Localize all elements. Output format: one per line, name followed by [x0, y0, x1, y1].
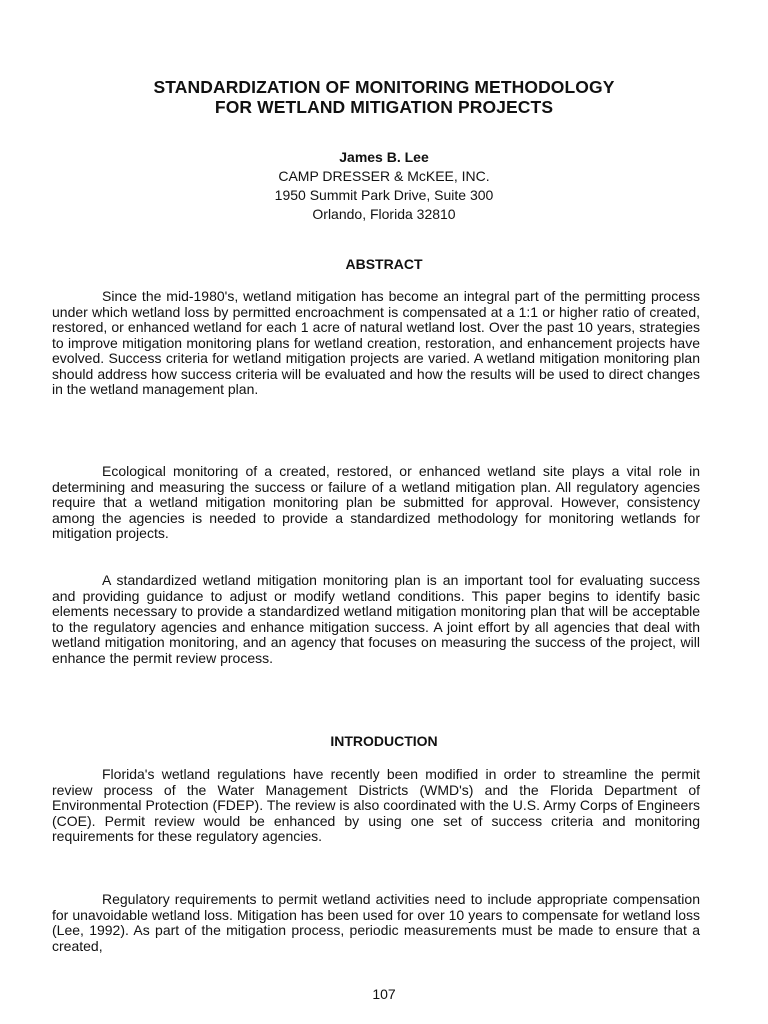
abstract-heading: ABSTRACT	[345, 256, 423, 272]
abstract-paragraph: Since the mid-1980's, wetland mitigation has become an integral part of the permitting process under which wetland loss by permitted encroachment is compensated at a 1:1 or higher ratio of created, restored, or enhanced wetland for each 1 acre of natural wetland lost. Over the past 10 years, strategies to improve mitigation monitoring plans for wetland creation, restoration, and enhancement projects have evolved. Success criteria for wetland mitigation projects are varied. A wetland mitigation monitoring plan should address how success criteria will be evaluated and how the results will be used to direct changes in the wetland management plan.	[52, 288, 700, 397]
abstract-paragraph: A standardized wetland mitigation monitoring plan is an important tool for evaluating success and providing guidance to adjust or modify wetland conditions. This paper begins to identify basic elements necessary to provide a standardized wetland mitigation monitoring plan that will be acceptable to the regulatory agencies and enhance mitigation success. A joint effort by all agencies that deal with wetland mitigation monitoring, and an agency that focuses on measuring the success of the project, will enhance the permit review process.	[52, 572, 700, 666]
introduction-paragraph: Regulatory requirements to permit wetland activities need to include appropriate compensation for unavoidable wetland loss. Mitigation has been used for over 10 years to compensate for wetland loss (Lee, 1992). As part of the mitigation process, periodic measurements must be made to ensure that a created,	[52, 891, 700, 954]
author-name: James B. Lee	[339, 149, 429, 165]
author-affiliation: CAMP DRESSER & McKEE, INC.	[278, 168, 490, 184]
address-line-2: Orlando, Florida 32810	[312, 206, 456, 222]
address-line-1: 1950 Summit Park Drive, Suite 300	[274, 187, 494, 203]
introduction-paragraph: Florida's wetland regulations have recently been modified in order to streamline the permit review process of the Water Management Districts (WMD's) and the Florida Department of Environmental Protection (FDEP). The review is also coordinated with the U.S. Army Corps of Engineers (COE). Permit review would be enhanced by using one set of success criteria and monitoring requirements for these regulatory agencies.	[52, 766, 700, 844]
paper-title	[60, 77, 708, 117]
abstract-paragraph: Ecological monitoring of a created, restored, or enhanced wetland site plays a vital role in determining and measuring the success or failure of a wetland mitigation plan. All regulatory agencies require that a wetland mitigation monitoring plan be submitted for approval. However, consistency among the agencies is needed to provide a standardized methodology for monitoring wetlands for mitigation projects.	[52, 463, 700, 541]
page-number: 107	[372, 986, 396, 1002]
introduction-heading: INTRODUCTION	[330, 733, 438, 749]
author-block	[160, 148, 608, 224]
title-line-2: FOR WETLAND MITIGATION PROJECTS	[214, 97, 554, 117]
title-line-1: STANDARDIZATION OF MONITORING METHODOLOGY	[153, 77, 615, 97]
